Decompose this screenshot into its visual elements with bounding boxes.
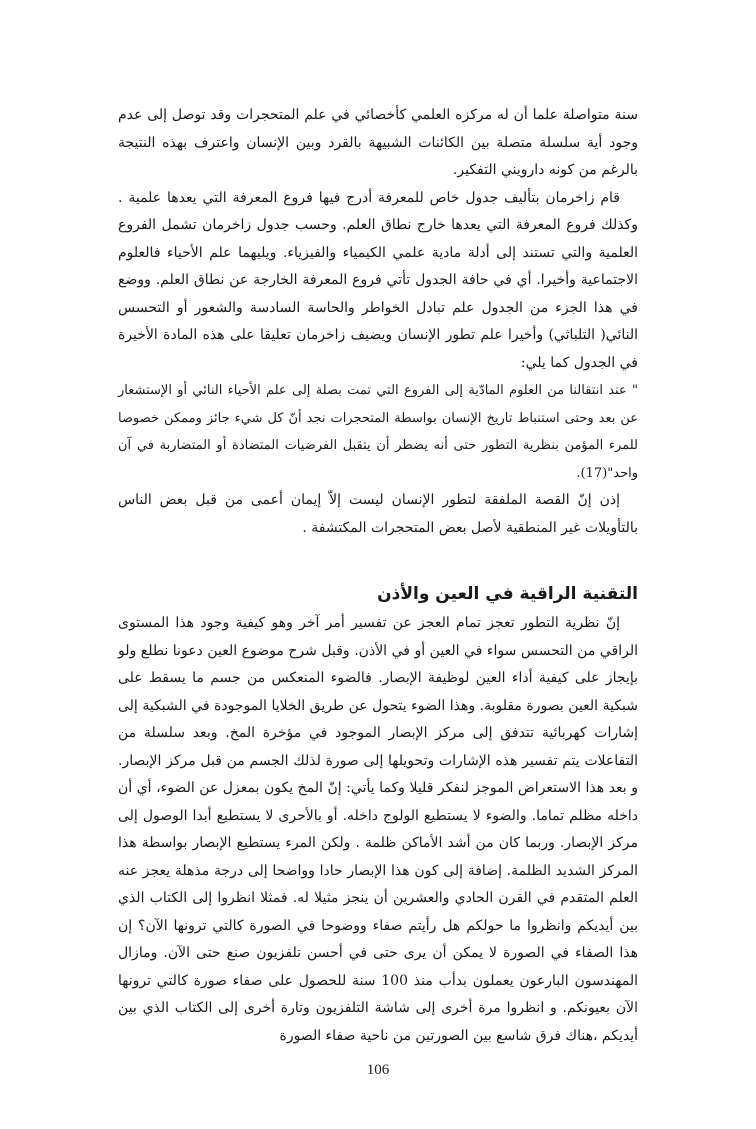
text-column bbox=[118, 102, 638, 1050]
paragraph-conclusion: إذن إنّ القصة الملفقة لتطور الإنسان ليست إلاّ إيمان أعمى من قبل بعض الناس بالتأويلات غير المنطقية لأصل بعض المتحجرات المكتشفة . bbox=[118, 492, 638, 536]
paragraph-eye-technology: إنّ نظرية التطور تعجز تمام العجز عن تفسير أمر آخر وهو كيفية وجود هذا المستوى الراقي من التحسس سواء في العين أو في الأذن. وقبل شرح موضوع العين دعونا نطلع ولو بإيجاز على كيفية أداء العين لوظيفة الإبصار. فالضوء المنعكس من جسم ما يسقط على شبكية العين بصورة مقلوبة. وهذا الضوء يتحول عن طريق الخلايا الموجودة في الشبكية إلى إشارات كهربائية تتدفق إلى مركز الإبصار الموجود في مؤخرة المخ. وبعد سلسلة من التفاعلات يتم تفسير هذه الإشارات وتحويلها إلى صورة لذلك الجسم من قبل مركز الإبصار. و بعد هذا الاستعراض الموجز لنفكر قليلا وكما يأتي: إنّ المخ يكون بمعزل عن الضوء، أي أن داخله مظلم تماما. والضوء لا يستطيع الولوج داخله. أو بالأحرى لا يستطيع أبدا الوصول إلى مركز الإبصار. وربما كان من أشد الأماكن ظلمة . ولكن المرء يستطيع الإبصار بواسطة هذا المركز الشديد الظلمة. إضافة إلى كون هذا الإبصار حادا وواضحا إلى درجة مذهلة يعجز عنه العلم المتقدم في القرن الحادي والعشرين أن ينجز مثيلا له. فمثلا انظروا إلى الكتاب الذي بين أيديكم وانظروا ما حولكم هل رأيتم صفاء ووضوحا في الصورة كالتي ترونها الآن؟ إن هذا الصفاء في الصورة لا يمكن أن يرى حتى في أحسن تلفزيون صنع حتى الآن. ومازال المهندسون البارعون يعملون بدأب منذ 100 سنة للحصول على صفاء صورة كالتي ترونها الآن بعيونكم. و انظروا مرة أخرى إلى شاشة التلفزيون وتارة أخرى إلى الكتاب الذي بين أيديكم ،هناك فرق شاسع بين الصورتين من ناحية صفاء الصورة bbox=[118, 615, 639, 1044]
section-heading: التقنية الراقية في العين والأذن bbox=[377, 584, 638, 604]
block-quote: " عند انتقالنا من العلوم المادّية إلى الفروع التي تمت بصلة إلى علم الأحياء النائي أو الإستشعار عن بعد وحتى استنباط تاريخ الإنسان بواسطة المتحجرات نجد أنّ كل شيء جائز وممكن خصوصا للمرء المؤمن بنظرية التطور حتى أنه يضطر أن يتقبل الفرضيات المتضادة أو المتضاربة في آن واحد"(17). bbox=[118, 383, 638, 481]
paragraph-zachrman-table: قام زاخرمان بتأليف جدول خاص للمعرفة أدرج فيها فروع المعرفة التي يعدها علمية . وكذلك فروع المعرفة التي يعدها خارج نطاق العلم. وحسب جدول زاخرمان تشمل الفروع العلمية والتي تستند إلى أدلة مادية علمي الكيمياء والفيزياء. ويليهما علم الأحياء فالعلوم الاجتماعية وأخيرا. أي في حافة الجدول تأتي فروع المعرفة الخارجة عن نطاق العلم. ووضع في هذا الجزء من الجدول علم تبادل الخواطر والحاسة السادسة والشعور أو التحسس النائي( التلباثي) وأخيرا علم تطور الإنسان ويضيف زاخرمان تعليقا على هذه المادة الأخيرة في الجدول كما يلي: bbox=[118, 189, 638, 371]
page-number: 106 bbox=[366, 1062, 390, 1078]
paragraph-darwinist: سنة متواصلة علما أن له مركزه العلمي كأخصائي في علم المتحجرات وقد توصل إلى عدم وجود أية سلسلة متصلة بين الكائنات الشبيهة بالقرد وبين الإنسان واعترف بهذه النتيجة بالرغم من كونه دارويني التفكير. bbox=[118, 107, 638, 178]
